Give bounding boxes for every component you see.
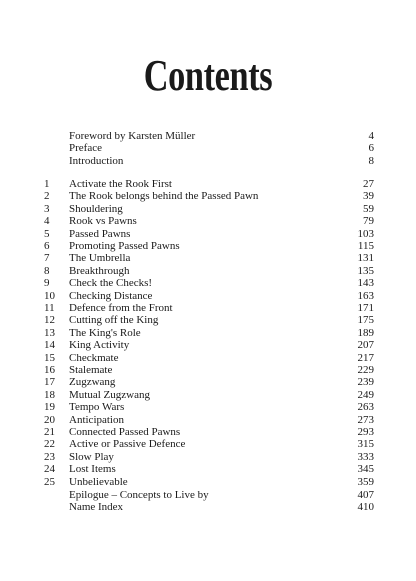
- chapter-number: 10: [44, 289, 55, 302]
- entry-title: Active or Passive Defence: [69, 438, 186, 451]
- entry-title: Cutting off the King: [69, 314, 159, 327]
- chapter-number: 11: [44, 302, 55, 314]
- chapter-entry: [0, 277, 416, 290]
- chapter-number: 18: [44, 388, 55, 401]
- page-number: 79: [363, 215, 374, 228]
- chapter-number: 23: [44, 450, 55, 463]
- entry-title: Checkmate: [69, 351, 119, 364]
- page-number: 8: [368, 154, 374, 167]
- page-number: 4: [368, 130, 374, 142]
- entry-title: Passed Pawns: [69, 227, 131, 240]
- chapter-number: 15: [44, 351, 55, 364]
- chapter-entry: [0, 451, 416, 464]
- chapter-entry: [0, 314, 416, 327]
- chapter-entry: [0, 364, 416, 377]
- page-number: 163: [357, 289, 374, 302]
- entry-title: The Rook belongs behind the Passed Pawn: [69, 190, 259, 203]
- chapter-entry: [0, 463, 416, 476]
- chapter-number: 12: [44, 314, 55, 327]
- entry-title: Promoting Passed Pawns: [69, 240, 180, 252]
- entry-title: Mutual Zugzwang: [69, 388, 150, 401]
- chapter-number: 8: [44, 264, 50, 277]
- entry-title: Check the Checks!: [69, 277, 153, 290]
- page-number: 217: [357, 351, 374, 364]
- chapter-number: 13: [44, 326, 55, 339]
- page-number: 115: [357, 240, 374, 252]
- chapter-number: 2: [44, 190, 50, 203]
- page-number: 345: [357, 463, 374, 476]
- page-number: 189: [357, 326, 374, 339]
- page-number: 6: [368, 142, 374, 155]
- entry-title: Lost Items: [69, 463, 116, 476]
- chapter-entry: [0, 190, 416, 203]
- chapter-number: 20: [44, 413, 55, 426]
- entry-title: Preface: [69, 142, 102, 155]
- chapter-number: 16: [44, 364, 55, 376]
- front-matter-entry: [0, 142, 416, 155]
- entry-title: Name Index: [69, 501, 124, 514]
- chapter-entry: [0, 265, 416, 278]
- chapter-number: 24: [44, 463, 55, 476]
- page-number: 333: [357, 450, 374, 463]
- chapter-number: 6: [44, 240, 50, 252]
- page-number: 410: [357, 501, 374, 514]
- chapter-entry: [0, 240, 416, 253]
- entry-title: Foreword by Karsten Müller: [69, 130, 196, 142]
- entry-title: The Umbrella: [69, 252, 131, 265]
- entry-title: Shouldering: [69, 202, 123, 215]
- entry-title: Connected Passed Pawns: [69, 426, 181, 438]
- front-matter-entry: [0, 130, 416, 143]
- entry-title: Activate the Rook First: [69, 178, 172, 190]
- chapter-entry: [0, 352, 416, 365]
- chapter-entry: [0, 389, 416, 402]
- entry-title: Defence from the Front: [69, 302, 173, 314]
- chapter-number: 5: [44, 227, 50, 240]
- entry-title: Unbelievable: [69, 475, 128, 488]
- chapter-number: 3: [44, 202, 50, 215]
- entry-title: Stalemate: [69, 364, 113, 376]
- chapter-entry: [0, 327, 416, 340]
- page-number: 39: [363, 190, 374, 203]
- page-number: 263: [357, 401, 374, 414]
- chapter-number: 9: [44, 277, 50, 290]
- chapter-entry: [0, 376, 416, 389]
- page-number: 273: [357, 413, 374, 426]
- chapter-number: 17: [44, 376, 55, 389]
- chapter-entry: [0, 228, 416, 241]
- front-matter-entry: [0, 155, 416, 168]
- page-number: 407: [357, 489, 374, 501]
- entry-title: King Activity: [69, 339, 130, 352]
- entry-title: Zugzwang: [69, 376, 116, 389]
- chapter-entry: [0, 438, 416, 451]
- entry-title: The King's Role: [69, 326, 141, 339]
- chapter-entry: [0, 401, 416, 414]
- chapter-entry: [0, 414, 416, 427]
- chapter-number: 1: [44, 178, 50, 190]
- entry-title: Introduction: [69, 154, 124, 167]
- chapter-number: 25: [44, 475, 55, 488]
- page-number: 27: [363, 178, 374, 190]
- chapter-entry: [0, 178, 416, 191]
- page-number: 103: [357, 227, 374, 240]
- chapter-number: 21: [44, 426, 55, 438]
- chapter-entry: [0, 476, 416, 489]
- page-number: 175: [357, 314, 374, 327]
- page-number: 229: [357, 364, 374, 376]
- entry-title: Checking Distance: [69, 289, 153, 302]
- back-matter-entry: [0, 501, 416, 514]
- entry-title: Breakthrough: [69, 264, 130, 277]
- entry-title: Tempo Wars: [69, 401, 125, 414]
- page-number: 239: [357, 376, 374, 389]
- chapter-number: 4: [44, 215, 50, 228]
- chapter-entry: [0, 426, 416, 439]
- back-matter-entry: [0, 489, 416, 502]
- chapter-entry: [0, 290, 416, 303]
- page-number: 131: [357, 252, 374, 265]
- entry-title: Rook vs Pawns: [69, 215, 137, 228]
- entry-title: Epilogue – Concepts to Live by: [69, 489, 209, 501]
- page-number: 207: [357, 339, 374, 352]
- page-number: 171: [357, 302, 374, 314]
- chapter-number: 22: [44, 438, 55, 451]
- page-number: 249: [357, 388, 374, 401]
- page-title: Contents: [143, 51, 273, 100]
- page-number: 315: [357, 438, 374, 451]
- chapter-entry: [0, 215, 416, 228]
- chapter-number: 14: [44, 339, 55, 352]
- page-number: 293: [357, 426, 374, 438]
- page-number: 135: [357, 264, 374, 277]
- entry-title: Slow Play: [69, 450, 114, 463]
- entry-title: Anticipation: [69, 413, 124, 426]
- page-number: 59: [363, 202, 374, 215]
- chapter-entry: [0, 252, 416, 265]
- chapter-number: 19: [44, 401, 55, 414]
- page-number: 359: [357, 475, 374, 488]
- chapter-number: 7: [44, 252, 50, 265]
- page-number: 143: [357, 277, 374, 290]
- chapter-entry: [0, 302, 416, 315]
- chapter-entry: [0, 339, 416, 352]
- chapter-entry: [0, 203, 416, 216]
